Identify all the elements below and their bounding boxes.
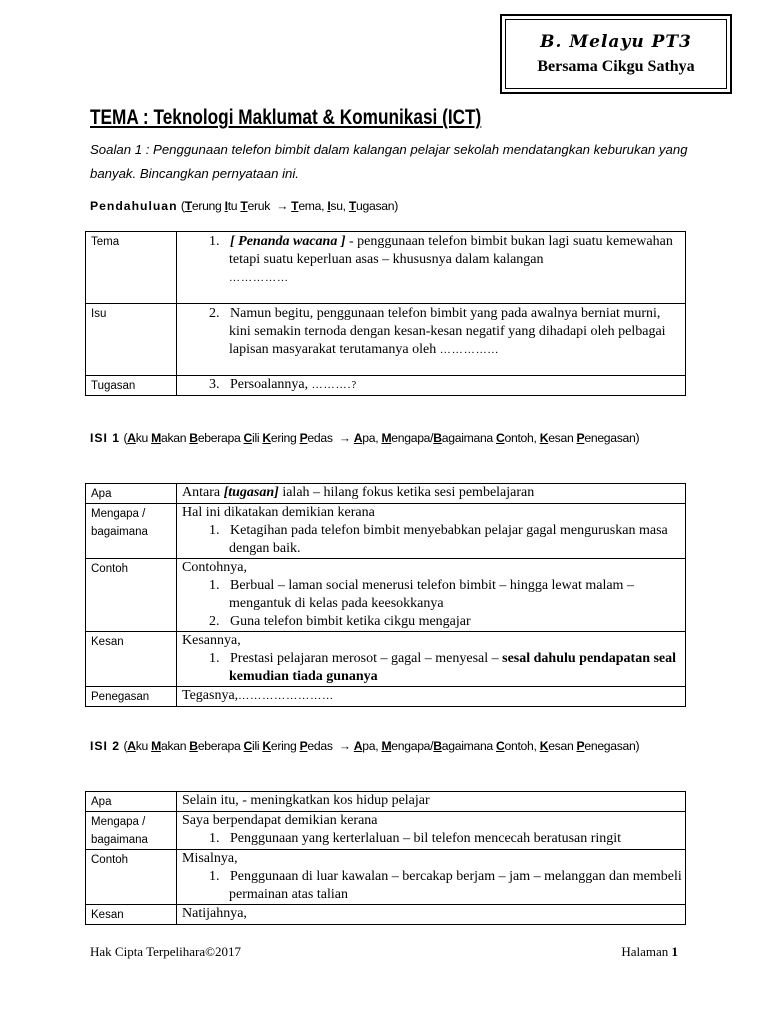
isi2-title: ISI 2 xyxy=(90,739,121,753)
table-row xyxy=(86,632,686,687)
table-row xyxy=(86,687,686,707)
row-value-tugasan: 3. Persoalannya, ……….? xyxy=(177,376,686,396)
row-value-contoh: Contohnya, 1. Berbual – laman social menerusi telefon bimbit – hingga lewat malam – mengantuk di kelas pada keesokkanya 2. Guna telefon bimbit ketika cikgu mengajar xyxy=(177,559,686,632)
row-value-tema: 1. [ Penanda wacana ] - penggunaan telefon bimbit bukan lagi suatu kemewahan tetapi suatu keperluan asas – khususnya dalam kalangan …………… xyxy=(177,232,686,304)
pendahuluan-table xyxy=(85,231,686,396)
isi2-heading xyxy=(90,736,690,756)
table-row xyxy=(86,792,686,812)
header-inner-border xyxy=(505,19,727,89)
table-row xyxy=(86,484,686,504)
table-row xyxy=(86,559,686,632)
row-label-mengapa: Mengapa / bagaimana xyxy=(86,812,177,850)
table-row xyxy=(86,812,686,850)
row-label-tema: Tema xyxy=(86,232,177,304)
soalan-text: Soalan 1 : Penggunaan telefon bimbit dalam kalangan pelajar sekolah mendatangkan keburukan yang banyak. Bincangkan pernyataan ini. xyxy=(90,142,688,181)
row-value-penegasan: Tegasnya,…………………… xyxy=(177,687,686,707)
isi2-table xyxy=(85,791,686,925)
row-label-kesan: Kesan xyxy=(86,905,177,925)
isi1-table xyxy=(85,483,686,707)
row-label-penegasan: Penegasan xyxy=(86,687,177,707)
row-label-mengapa: Mengapa / bagaimana xyxy=(86,504,177,559)
row-label-contoh: Contoh xyxy=(86,850,177,905)
row-value-kesan: Kesannya, 1. Prestasi pelajaran merosot – gagal – menyesal – sesal dahulu pendapatan seal kemudian tiada gunanya xyxy=(177,632,686,687)
row-value-apa: Antara [tugasan] ialah – hilang fokus ketika sesi pembelajaran xyxy=(177,484,686,504)
pendahuluan-title: Pendahuluan xyxy=(90,199,178,213)
row-label-tugasan: Tugasan xyxy=(86,376,177,396)
row-value-isu: 2. Namun begitu, penggunaan telefon bimbit yang pada awalnya berniat murni, kini semakin ternoda dengan kesan-kesan negatif yang dihadapi oleh pelbagai lapisan masyarakat terutamanya oleh …………... xyxy=(177,304,686,376)
table-row xyxy=(86,304,686,376)
table-row xyxy=(86,376,686,396)
page-number: 1 xyxy=(671,944,678,959)
row-value-apa: Selain itu, - meningkatkan kos hidup pelajar xyxy=(177,792,686,812)
isi1-heading xyxy=(90,428,690,448)
row-label-contoh: Contoh xyxy=(86,559,177,632)
table-row xyxy=(86,850,686,905)
table-row xyxy=(86,905,686,925)
isi2-mnemonic: (Aku Makan Beberapa Cili Kering Pedas → Apa, Mengapa/Bagaimana Contoh, Kesan Penegasan) xyxy=(123,739,640,753)
header-subtitle: Bersama Cikgu Sathya xyxy=(537,58,695,75)
row-label-apa: Apa xyxy=(86,484,177,504)
table-row xyxy=(86,504,686,559)
row-label-isu: Isu xyxy=(86,304,177,376)
pendahuluan-mnemonic: (Terung Itu Teruk → Tema, Isu, Tugasan) xyxy=(180,199,398,213)
header-box xyxy=(500,14,732,94)
row-value-contoh: Misalnya, 1. Penggunaan di luar kawalan – bercakap berjam – jam – melanggan dan membeli permainan atas talian xyxy=(177,850,686,905)
row-value-mengapa: Saya berpendapat demikian kerana 1. Penggunaan yang kerterlaluan – bil telefon mencecah beratusan ringit xyxy=(177,812,686,850)
isi1-title: ISI 1 xyxy=(90,431,121,445)
row-value-kesan: Natijahnya, xyxy=(177,905,686,925)
tema-title: TEMA : Teknologi Maklumat & Komunikasi (ICT) xyxy=(90,106,482,129)
table-row xyxy=(86,232,686,304)
footer-page: Halaman 1 xyxy=(621,944,678,959)
pendahuluan-heading xyxy=(90,196,690,216)
row-label-kesan: Kesan xyxy=(86,632,177,687)
row-value-mengapa: Hal ini dikatakan demikian kerana 1. Ketagihan pada telefon bimbit menyebabkan pelajar gagal menguruskan masa dengan baik. xyxy=(177,504,686,559)
header-title: B. Melayu PT3 xyxy=(540,32,692,52)
footer-copyright: Hak Cipta Terpelihara©2017 xyxy=(90,944,241,959)
row-label-apa: Apa xyxy=(86,792,177,812)
isi1-mnemonic: (Aku Makan Beberapa Cili Kering Pedas → Apa, Mengapa/Bagaimana Contoh, Kesan Penegasan) xyxy=(123,431,640,445)
